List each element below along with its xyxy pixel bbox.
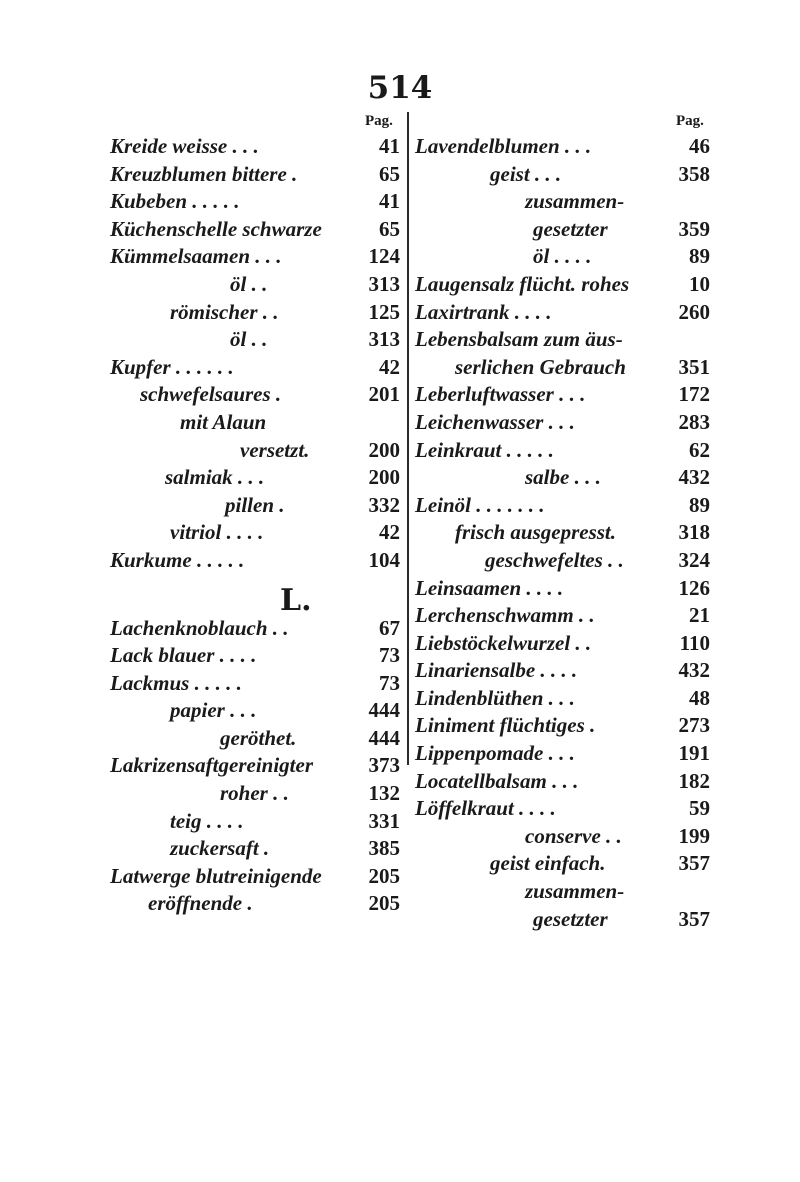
- index-entry: [415, 795, 710, 823]
- index-page-number: 42: [379, 354, 400, 379]
- index-term: papier . . .: [170, 698, 257, 723]
- index-term: Linariensalbe . . . .: [415, 658, 578, 683]
- index-page-number: 444: [368, 698, 400, 723]
- index-page-number: 357: [678, 906, 710, 931]
- index-entry: [110, 271, 400, 299]
- index-entry: [110, 243, 400, 271]
- index-page-number: 260: [678, 299, 710, 324]
- index-page-number: 73: [379, 670, 400, 695]
- index-term: Lippenpomade . . .: [415, 741, 575, 766]
- index-page-number: 199: [678, 823, 710, 848]
- index-term: geschwefeltes . .: [485, 547, 624, 572]
- index-entry: [110, 835, 400, 863]
- index-term: geist einfach.: [490, 851, 606, 876]
- section-letter: L.: [280, 582, 312, 618]
- index-page-number: 48: [689, 685, 710, 710]
- index-entry: [415, 299, 710, 327]
- index-page-number: 132: [368, 781, 400, 806]
- index-entry: [110, 188, 400, 216]
- index-entry: [415, 188, 710, 216]
- index-entry: [110, 326, 400, 354]
- index-term: Leinsaamen . . . .: [415, 575, 564, 600]
- index-entry: [415, 133, 710, 161]
- index-term: öl . .: [230, 271, 268, 296]
- index-term: zusammen-: [525, 879, 625, 904]
- index-entry: [110, 437, 400, 465]
- index-page-number: 313: [368, 271, 400, 296]
- index-page-number: 191: [678, 741, 710, 766]
- index-page-number: 313: [368, 327, 400, 352]
- index-entry: [415, 243, 710, 271]
- index-term: pillen .: [225, 492, 285, 517]
- index-page-number: 89: [689, 492, 710, 517]
- right-column-header: Pag.: [676, 113, 704, 129]
- index-term: Lebensbalsam zum äus-: [415, 327, 623, 352]
- index-entry: [110, 409, 400, 437]
- index-term: Löffelkraut . . . .: [415, 796, 556, 821]
- index-entry: [110, 670, 400, 698]
- index-term: frisch ausgepresst.: [455, 520, 617, 545]
- index-entry: [415, 823, 710, 851]
- index-entry: [415, 657, 710, 685]
- index-term: Lavendelblumen . . .: [415, 134, 592, 158]
- index-entry: [415, 547, 710, 575]
- index-term: Leichenwasser . . .: [415, 409, 575, 434]
- column-divider: [407, 112, 409, 765]
- index-entry: [110, 863, 400, 891]
- index-entry: [415, 712, 710, 740]
- index-term: Leinkraut . . . . .: [415, 437, 554, 462]
- index-term: Kubeben . . . . .: [110, 189, 240, 214]
- index-term: teig . . . .: [170, 808, 244, 833]
- index-page-number: 125: [368, 299, 400, 324]
- index-term: Leberluftwasser . . .: [415, 382, 586, 407]
- index-entry: [415, 271, 710, 299]
- index-page-number: 67: [379, 615, 400, 640]
- index-entry: [415, 354, 710, 382]
- index-term: Küchenschelle schwarze: [110, 216, 322, 241]
- index-page-number: 432: [678, 658, 710, 683]
- index-term: salmiak . . .: [165, 465, 265, 490]
- index-term: Laugensalz flücht. rohes: [415, 271, 630, 296]
- index-entry: [415, 768, 710, 796]
- section-letter-heading: [110, 575, 400, 618]
- index-page-number: 41: [379, 189, 400, 214]
- index-page-number: 332: [368, 492, 400, 517]
- index-page-number: 432: [678, 465, 710, 490]
- index-entry: [110, 216, 400, 244]
- index-term: Kümmelsaamen . . .: [110, 244, 282, 269]
- index-term: conserve . .: [525, 823, 622, 848]
- index-term: zuckersaft .: [170, 836, 270, 861]
- index-entry: [415, 685, 710, 713]
- index-term: Kupfer . . . . . .: [110, 354, 234, 379]
- index-term: römischer . .: [170, 299, 279, 324]
- index-page-number: 65: [379, 161, 400, 186]
- index-page-number: 126: [678, 575, 710, 600]
- index-entry: [110, 299, 400, 327]
- index-page-number: 124: [368, 244, 400, 269]
- index-entry: [415, 161, 710, 189]
- index-page-number: 59: [689, 796, 710, 821]
- index-entry: [110, 519, 400, 547]
- index-entry: [110, 161, 400, 189]
- index-term: serlichen Gebrauch: [455, 354, 626, 379]
- page-number: 514: [367, 70, 433, 106]
- index-entry: [110, 492, 400, 520]
- index-page-number: 172: [678, 382, 710, 407]
- index-page-number: 200: [368, 465, 400, 490]
- index-entry: [415, 878, 710, 906]
- index-page-number: 373: [368, 753, 400, 778]
- index-term: zusammen-: [525, 189, 625, 214]
- index-entry: [110, 354, 400, 382]
- index-term: Kreide weisse . . .: [110, 134, 259, 158]
- index-entry: [110, 464, 400, 492]
- index-term: Liebstöckelwurzel . .: [415, 630, 592, 655]
- left-index-column: [110, 133, 400, 918]
- right-index-column: [415, 133, 710, 933]
- index-page-number: 205: [368, 891, 400, 916]
- index-entry: [415, 906, 710, 934]
- left-column-header: Pag.: [365, 113, 393, 129]
- index-page-number: 205: [368, 863, 400, 888]
- index-page-number: 182: [678, 768, 710, 793]
- index-entry: [110, 615, 400, 643]
- index-entry: [415, 326, 710, 354]
- index-entry: [415, 519, 710, 547]
- index-entry: [415, 381, 710, 409]
- index-term: geist . . .: [490, 161, 562, 186]
- index-entry: [415, 492, 710, 520]
- index-term: öl . .: [230, 327, 268, 352]
- index-term: öl . . . .: [533, 244, 592, 269]
- index-entry: [110, 547, 400, 575]
- index-term: Leinöl . . . . . . .: [415, 492, 545, 517]
- index-entry: [110, 890, 400, 918]
- index-entry: [415, 850, 710, 878]
- index-term: geröthet.: [220, 725, 297, 750]
- index-term: Lack blauer . . . .: [110, 643, 257, 668]
- index-entry: [415, 437, 710, 465]
- index-page-number: 65: [379, 216, 400, 241]
- index-term: Locatellbalsam . . .: [415, 768, 579, 793]
- index-entry: [415, 630, 710, 658]
- index-page-number: 10: [689, 271, 710, 296]
- index-page-number: 104: [368, 547, 400, 572]
- index-term: Lackmus . . . . .: [110, 670, 242, 695]
- index-term: Laxirtrank . . . .: [415, 299, 552, 324]
- index-page-number: 73: [379, 643, 400, 668]
- index-page-number: 385: [368, 836, 400, 861]
- index-page-number: 283: [678, 409, 710, 434]
- index-term: schwefelsaures .: [140, 382, 282, 407]
- index-term: Liniment flüchtiges .: [415, 713, 596, 738]
- index-entry: [110, 808, 400, 836]
- index-page-number: 324: [678, 547, 710, 572]
- index-page-number: 358: [678, 161, 710, 186]
- index-entry: [415, 464, 710, 492]
- index-term: versetzt.: [240, 437, 310, 462]
- index-term: Lindenblüthen . . .: [415, 685, 575, 710]
- index-term: Lakrizensaftgereinigter: [110, 753, 313, 778]
- index-entry: [110, 381, 400, 409]
- index-term: mit Alaun: [180, 409, 267, 434]
- index-page-number: 21: [689, 603, 710, 628]
- index-entry: [415, 602, 710, 630]
- index-term: Kreuzblumen bittere .: [110, 161, 298, 186]
- index-page-number: 46: [689, 134, 710, 158]
- index-page-number: 41: [379, 134, 400, 158]
- index-page-number: 331: [368, 808, 400, 833]
- index-entry: [110, 697, 400, 725]
- index-page-number: 444: [368, 725, 400, 750]
- index-term: Lerchenschwamm . .: [415, 603, 595, 628]
- index-term: Lachenknoblauch . .: [110, 615, 289, 640]
- index-term: Kurkume . . . . .: [110, 547, 245, 572]
- index-term: roher . .: [220, 781, 289, 806]
- index-entry: [415, 409, 710, 437]
- index-page-number: 357: [678, 851, 710, 876]
- index-page-number: 110: [679, 630, 710, 655]
- index-entry: [110, 780, 400, 808]
- index-term: gesetzter: [533, 906, 608, 931]
- index-entry: [110, 725, 400, 753]
- index-term: vitriol . . . .: [170, 520, 264, 545]
- index-entry: [415, 575, 710, 603]
- index-entry: [110, 642, 400, 670]
- index-page-number: 318: [678, 520, 710, 545]
- index-page-number: 200: [368, 437, 400, 462]
- index-page-number: 351: [678, 354, 710, 379]
- index-page-number: 42: [379, 520, 400, 545]
- index-page-number: 201: [368, 382, 400, 407]
- index-page-number: 273: [678, 713, 710, 738]
- index-term: gesetzter: [533, 216, 608, 241]
- index-page-number: 62: [689, 437, 710, 462]
- index-entry: [110, 133, 400, 161]
- index-entry: [415, 740, 710, 768]
- index-entry: [415, 216, 710, 244]
- index-term: Latwerge blutreinigende: [110, 863, 322, 888]
- index-page-number: 359: [678, 216, 710, 241]
- index-page-number: 89: [689, 244, 710, 269]
- index-term: eröffnende .: [148, 891, 253, 916]
- index-term: salbe . . .: [525, 465, 601, 490]
- index-entry: [110, 752, 400, 780]
